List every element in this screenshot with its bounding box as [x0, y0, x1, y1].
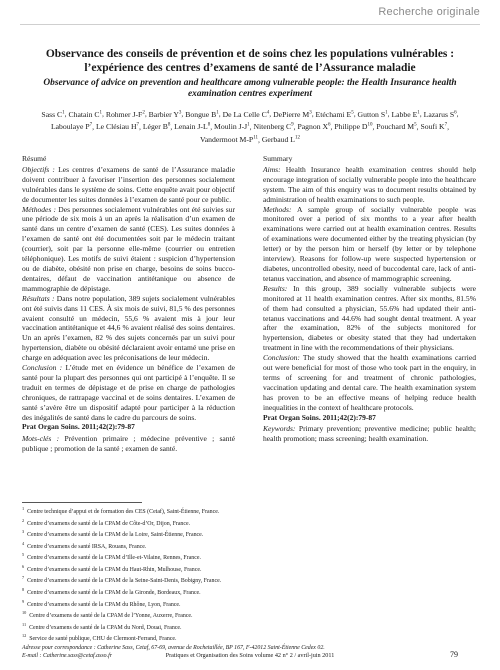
author-name: Etéchami E [315, 109, 352, 119]
footnote-text: Centre d’examens de santé de la CPAM du Rhône, Lyon, France. [27, 601, 181, 608]
summary-conclusion-text: The study showed that the health examinations carried out were beneficial for most of those who took part in the enquiry, in terms of screening for and treatment of chronic pathologies, vaccination updating and dental care. The health examination system has proven to be an effective means of helping reduce health inequalities in the context of healthcare protocols. [263, 353, 476, 412]
author-name: Pouchard M [376, 122, 415, 132]
author-name: DePierre M [273, 109, 310, 119]
footnote-item [22, 632, 478, 644]
author-affiliation: 1 [247, 122, 250, 128]
author-name: Gutton S [357, 109, 386, 119]
footnote-number: 12 [22, 633, 27, 639]
citation-english: Prat Organ Soins. 2011;42(2):79-87 [263, 412, 376, 422]
conclusion-text: L’étude met en évidence un bénéfice de l’examen de santé pour la plupart des personnes qui ont participé à l’enquête. Il se traduit en termes de dépistage et de prise en charge de pathologies chroniques, de rattrapage vaccinal et de soins dentaires. L’examen de santé s’avère être un dispositif adapté pour participer à la réduction des inégalités de santé dans le cadre du parcours de soins. [22, 363, 235, 422]
author-affiliation: 6 [454, 110, 457, 115]
author-affiliation: 1 [62, 110, 65, 115]
author-affiliation: 7 [89, 122, 93, 128]
footnote-number: 7 [22, 575, 25, 581]
author-affiliation: 8 [207, 122, 211, 128]
page-number: 79 [450, 650, 458, 659]
author-name: Gerbaud L [261, 135, 295, 145]
footnote-text: Centre d’examens de santé de la CPAM d’Ille-et-Vilaine, Rennes, France. [27, 555, 201, 562]
footnote-item [22, 609, 478, 621]
author-affiliation: 5 [351, 110, 354, 115]
author [376, 122, 416, 131]
author [214, 122, 250, 131]
summary-results-label: Results: [263, 283, 288, 293]
summary-methods-text: A sample group of socially vulnerable people was monitored over a period of six months to a year after health examinations were carried out at health examination centres. Results of examinations were documented either by the treating physician (by letter) or by the person him or herself (by letter or by telephone interview). Reasons for follow-up were suspected hypertension or diabetes, uncontrolled obesity, need of buccodental care, lack of anti-tetanus vaccination, and absence of mammographic screening. [263, 204, 476, 283]
author-name: Nitenberg C [253, 122, 292, 132]
author-affiliation: 7 [444, 122, 448, 128]
footnote-number: 4 [22, 540, 25, 546]
footnote-text: Centre d’examens de santé de la CPAM du Haut-Rhin, Mulhouse, France. [27, 566, 202, 573]
article-title-french: Observance des conseils de prévention et de soins chez les populations vulnérables : l’expérience des centres d’examens de santé de l’Assurance maladie [45, 48, 455, 74]
author [262, 135, 300, 144]
author-name: Le Clésiau H [95, 122, 137, 132]
footnote-number: 6 [22, 563, 25, 569]
author-name: Laboulaye P [50, 122, 90, 132]
summary-conclusion-label: Conclusion: [263, 353, 300, 363]
author [149, 110, 182, 119]
footnote-item [22, 551, 478, 563]
author-name: Philippe D [334, 122, 368, 132]
author-affiliation: 6 [328, 122, 331, 128]
author [200, 135, 258, 144]
author-name: Barbier Y [148, 109, 179, 119]
summary-conclusion [263, 353, 476, 412]
author-affiliation: 1 [99, 110, 102, 115]
footnote-item [22, 563, 478, 575]
abstract-conclusion [22, 363, 235, 422]
author-name: Sass C [41, 109, 63, 119]
footnote-text: Centre d’examens de santé IRSA, Rouans, France. [27, 543, 147, 550]
footnote-divider [22, 502, 142, 503]
summary-keywords-label: Keywords: [263, 424, 296, 434]
author-name: Moulin J-J [214, 122, 248, 132]
author-affiliation: 7 [136, 122, 139, 128]
summary-results-text: In this group, 389 socially vulnerable subjects were monitored at 11 health examination centres. After six months, 81.5% of them had consulted a physician, 55.6% had updated their anti-tetanus vaccinations and 44.6% had sought dental treatment. A year after the examination, 82% of the subjects monitored for hypertension, diabetes or obesity stated that they had undertaken treatment in line with the recommendations of their physicians. [263, 283, 476, 353]
abstract-french-heading: Résumé [22, 154, 47, 163]
footnote-text: Centre d’examens de santé de la CPAM de la Loire, Saint-Étienne, France. [27, 532, 204, 539]
keywords-text: Prévention primaire ; médecine préventive ; santé publique ; promotion de la santé ; examen de santé. [22, 434, 235, 454]
summary-keywords-text: Primary prevention; preventive medicine; public health; health promotion; mass screening; health examination. [263, 424, 476, 444]
author-affiliation: 8 [167, 122, 171, 128]
methods-text: Des personnes socialement vulnérables ont été suivies sur une période de six mois à un an après la réalisation d’un examen de santé dans un centre d’examen de santé (CES). Les suites données à l’examen de santé ont été documentées soit par le médecin traitant (courrier), soit par la personne elle-même (courrier ou entretien téléphonique). Les motifs de suivi étaient : suspicion d’hypertension ou de diabète, obésité non prise en charge, besoins de soins bucco-dentaires, défaut de vaccination antitétanique ou absence de mammographie de dépistage. [22, 204, 235, 293]
author [174, 122, 210, 131]
author [69, 110, 102, 119]
author [358, 110, 388, 119]
footnote-item [22, 528, 478, 540]
footnote-number: 11 [22, 621, 27, 627]
summary-methods-label: Methods: [263, 204, 292, 214]
affiliation-list [22, 505, 478, 644]
rubric-divider [20, 24, 480, 25]
author-name: Vandermoot M-P [200, 135, 254, 145]
summary-results [263, 284, 476, 353]
author-affiliation: 1 [216, 110, 219, 115]
footnote-item [22, 574, 478, 586]
author-affiliation: 4 [266, 110, 270, 115]
results-text: Dans notre population, 389 sujets socialement vulnérables ont été suivis dans 11 CES. À six mois de suivi, 81,5 % des personnes avaient consulté un médecin, 55,6 % avaient mis à jour leur vaccination antitétanique et 44,6 % avaient réalisé des soins dentaires. Un an après l’examen, 82 % des sujets concernés par un suivi pour hypertension, diabète ou obésité déclaraient avoir entamé une prise en charge en adéquation avec les préconisations de leur médecin. [22, 293, 235, 363]
footnote-text: Centre d’examens de santé de la CPAM de l’Yonne, Auxerre, France. [29, 613, 193, 620]
footnote-item [22, 621, 478, 633]
author [143, 122, 170, 131]
abstract-french-column [22, 154, 235, 454]
footnote-number: 5 [22, 552, 25, 558]
author-name: Pagnon X [297, 122, 329, 132]
author-name: Chatain C [68, 109, 100, 119]
journal-footer: Pratiques et Organisation des Soins volume 42 n° 2 / avril-juin 2011 [165, 652, 335, 659]
keywords-french [22, 434, 235, 454]
author [41, 110, 64, 119]
footnote-item [22, 586, 478, 598]
objectives-text: Les centres d’examens de santé de l’Assurance maladie doivent contribuer à favoriser l’insertion des personnes socialement vulnérables dans le système de soins. Cette enquête avait pour objectif de documenter les suites données à l’examen de santé pour ce public. [22, 164, 235, 204]
abstract-results [22, 294, 235, 363]
author-name: De La Celle C [222, 109, 267, 119]
author-name: Soufi K [420, 122, 445, 132]
author [185, 110, 218, 119]
footnote-text: Centre d’examens de santé de la CPAM du Nord, Douai, France. [29, 624, 182, 631]
citation-french: Prat Organ Soins. 2011;42(2):79-87 [22, 422, 135, 432]
author [391, 110, 419, 119]
author [253, 122, 293, 131]
author [106, 110, 145, 119]
footnote-number: 2 [22, 517, 25, 523]
abstract-methods [22, 205, 235, 294]
author-affiliation: 9 [291, 122, 294, 128]
footnote-text: Centre d’examens de santé de la CPAM de Côte-d’Or, Dijon, France. [27, 520, 191, 527]
author-affiliation: 3 [309, 110, 312, 115]
author-affiliation: 1 [385, 110, 388, 115]
author [297, 122, 330, 131]
keywords-english [263, 424, 476, 444]
footnote-number: 10 [22, 610, 27, 616]
conclusion-label: Conclusion : [22, 363, 63, 373]
abstract-objectives [22, 165, 235, 205]
objectives-label: Objectifs : [22, 164, 55, 174]
footnote-item [22, 517, 478, 529]
footnote-item [22, 598, 478, 610]
author [223, 110, 270, 119]
author [96, 122, 139, 131]
methods-label: Méthodes : [22, 204, 57, 214]
keywords-label: Mots-clés : [22, 434, 60, 444]
author [424, 110, 457, 119]
results-label: Résultats : [22, 293, 55, 303]
author-name: Lazarus S [423, 109, 455, 119]
author [273, 110, 312, 119]
author [51, 122, 92, 131]
correspondence-email: E-mail : Catherine.sass@cetaf.asso.fr [22, 653, 113, 660]
author-name: Rohmer J-F [105, 109, 143, 119]
author-name: Léger B [142, 122, 168, 132]
author-name: Lenain J-L [174, 122, 208, 132]
author-affiliation: 11 [253, 135, 259, 141]
author-affiliation: 12 [294, 135, 300, 141]
footnote-text: Centre d’examens de santé de la CPAM de la Gironde, Bordeaux, France. [27, 589, 201, 596]
page-rubric: Recherche originale [378, 6, 480, 18]
author-affiliation: 3 [178, 110, 182, 115]
author-name: Bongue B [185, 109, 217, 119]
footnote-number: 9 [22, 598, 25, 604]
author-affiliation: 10 [367, 122, 373, 128]
author [334, 122, 372, 131]
footnote-text: Centre d’examens de santé de la CPAM de la Seine-Saint-Denis, Bobigny, France. [27, 578, 222, 585]
article-title-english: Observance of advice on prevention and healthcare among vulnerable people: the Health Insurance health examination centres experiment [43, 78, 457, 99]
footnote-number: 3 [22, 529, 25, 535]
author-affiliation: 2 [142, 110, 145, 115]
footnotes [22, 505, 478, 661]
summary-aims [263, 165, 476, 205]
author [420, 122, 447, 131]
author-name: Labbe E [391, 109, 418, 119]
footnote-text: Centre technique d’appui et de formation des CES (Cetaf), Saint-Étienne, France. [27, 508, 220, 515]
author [316, 110, 354, 119]
summary-methods [263, 205, 476, 284]
abstract-english-heading: Summary [263, 154, 293, 163]
abstract-english-column [263, 154, 476, 444]
author-affiliation: 5 [414, 122, 417, 128]
footnote-number: 1 [22, 506, 25, 511]
aims-text: Health Insurance health examination centres should help encourage integration of socially vulnerable people into the healthcare system. The aim of this enquiry was to document results obtained by administration of health examinations to such people. [263, 164, 476, 204]
footnote-number: 8 [22, 586, 25, 592]
correspondence-address: Adresse pour correspondance : Catherine Sass, Cetaf, 67-69, avenue de Rochetaillée, BP 167, F-42012 Saint-Étienne Cedex 02. [22, 644, 325, 651]
aims-label: Aims: [263, 164, 281, 174]
footnote-text: Service de santé publique, CHU de Clermont-Ferrand, France. [29, 636, 177, 643]
footnote-item [22, 505, 478, 517]
footnote-item [22, 540, 478, 552]
author-affiliation: 1 [417, 110, 420, 115]
author-list: Sass $C^1$, Chatain $C^1$, Rohmer $J-F^2$, Barbier $Y^3$, Bongue $B^1$, De La Celle $C^4$, DePierre $M^3$, Etéchami $E^5$, Gutton $S^1$, Labbe $E^1$, Lazarus $S^6$, Laboulaye $P^7$, Le Clésiau $H^7$, Léger $B^8$, Lenain $J-L^8$, Moulin $J-J^1$, Nitenberg $C^9$, Pagnon $X^6$, Philippe $D^{10}$, Pouchard $M^5$, Soufi $K^7$, Vandermoot $M-P^{11}$, Gerbaud $L^{12}$ [41, 109, 459, 145]
